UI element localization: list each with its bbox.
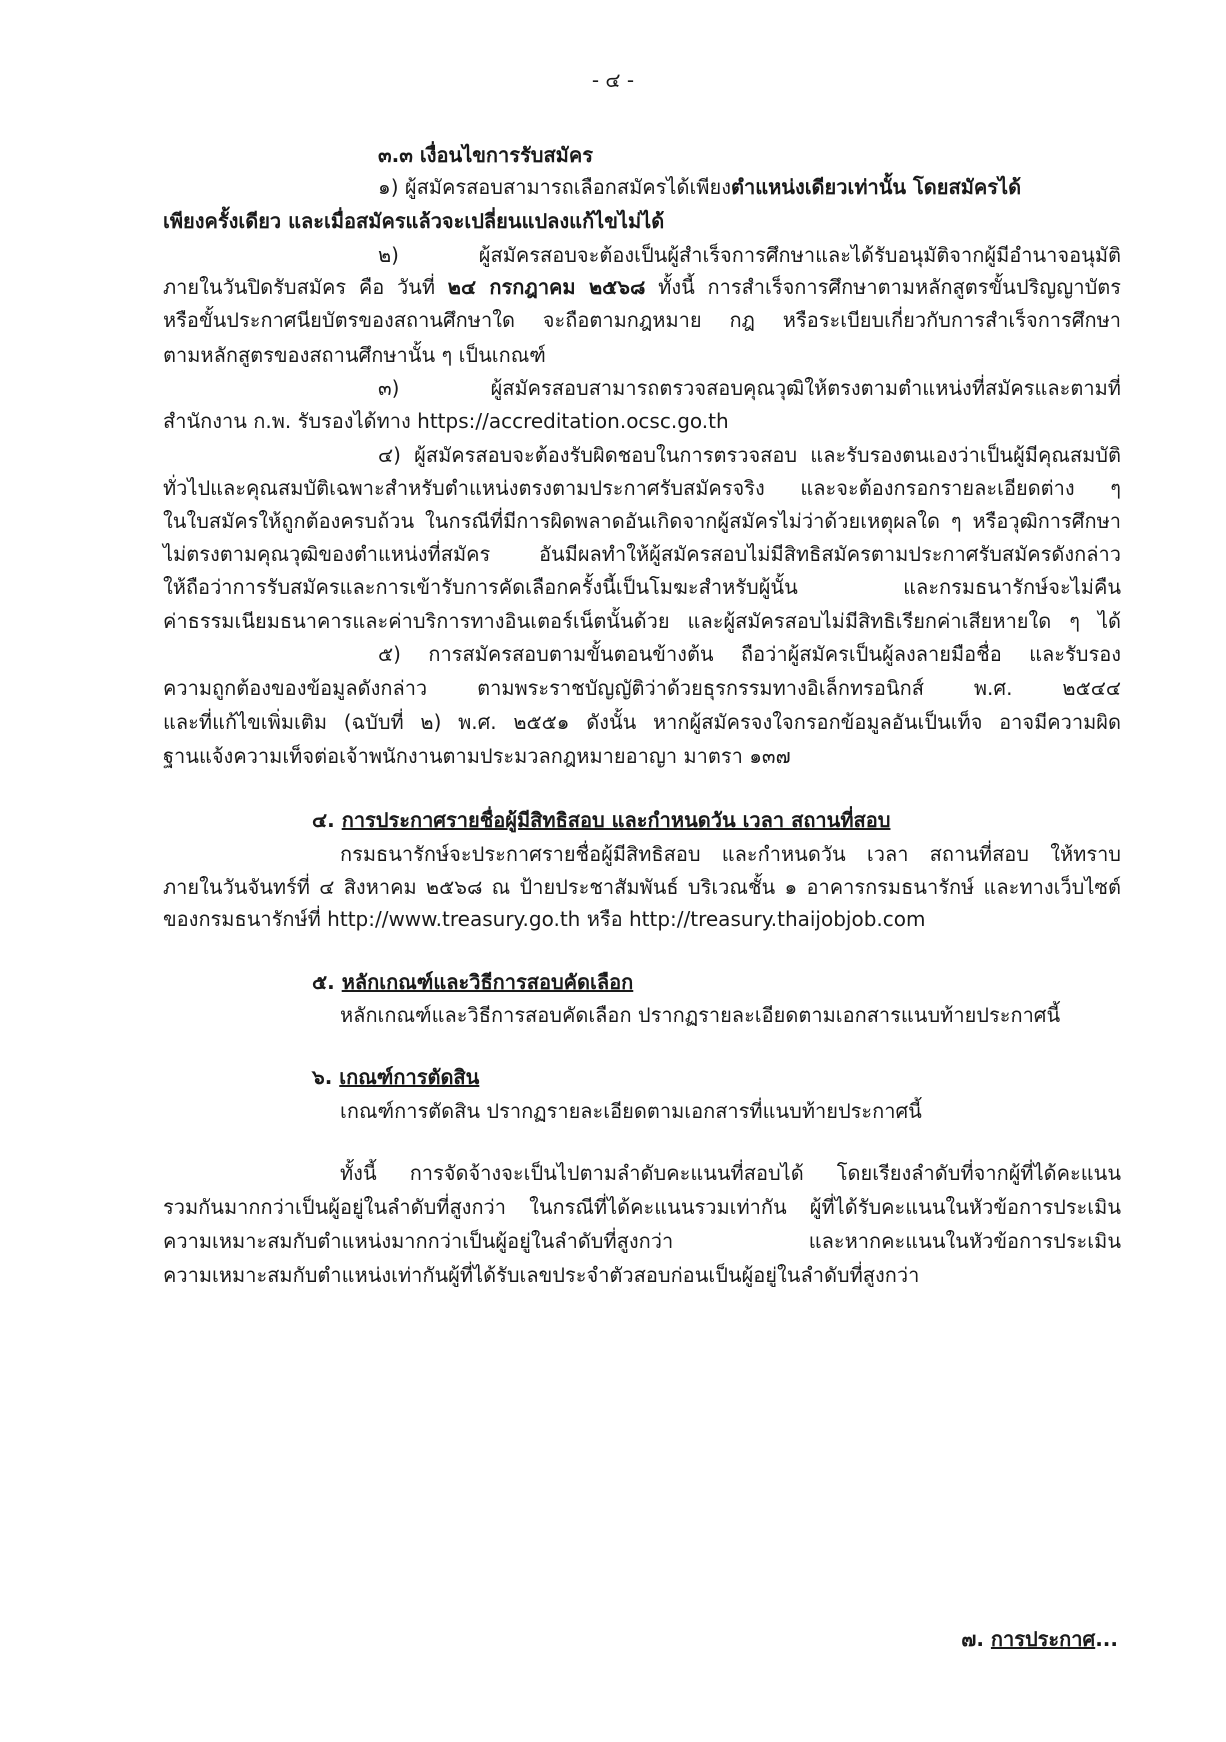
- closing-line-4: ความเหมาะสมกับตำแหน่งเท่ากันผู้ที่ได้รับเลขประจำตัวสอบก่อนเป็นผู้อยู่ในลำดับที่สูงกว่า: [163, 1263, 920, 1287]
- section-6-title: เกณฑ์การตัดสิน: [339, 1065, 480, 1089]
- section-4-number: ๔.: [312, 808, 342, 832]
- condition-1-text: ๑) ผู้สมัครสอบสามารถเลือกสมัครได้เพียง: [378, 175, 731, 199]
- closing-line-3: ความเหมาะสมกับตำแหน่งมากกว่าเป็นผู้อยู่ในลำดับที่สูงกว่า และหากคะแนนในหัวข้อการประเมิน: [163, 1229, 1121, 1253]
- condition-4-line-4: ไม่ตรงตามคุณวุฒิของตำแหน่งที่สมัคร อันมีผลทำให้ผู้สมัครสอบไม่มีสิทธิสมัครตามประกาศรับสมัครดังกล่าว: [163, 542, 1121, 566]
- section-6-number: ๖.: [312, 1065, 340, 1089]
- condition-4-line-6: ค่าธรรมเนียมธนาคารและค่าบริการทางอินเตอร์เน็ตนั้นด้วย และผู้สมัครสอบไม่มีสิทธิเรียกค่าเสียหายใด ๆ ได้: [163, 609, 1121, 633]
- section-4-line-1: กรมธนารักษ์จะประกาศรายชื่อผู้มีสิทธิสอบ และกำหนดวัน เวลา สถานที่สอบ ให้ทราบ: [340, 842, 1121, 866]
- section-5-number: ๕.: [312, 970, 342, 994]
- section-6-line-1: เกณฑ์การตัดสิน ปรากฏรายละเอียดตามเอกสารที่แนบท้ายประกาศนี้: [340, 1099, 922, 1123]
- condition-2-line-1: ๒) ผู้สมัครสอบจะต้องเป็นผู้สำเร็จการศึกษาและได้รับอนุมัติจากผู้มีอำนาจอนุมัติ: [378, 243, 1121, 267]
- section-5-heading: [312, 967, 633, 997]
- condition-4-line-3: ในใบสมัครให้ถูกต้องครบถ้วน ในกรณีที่มีการผิดพลาดอันเกิดจากผู้สมัครไม่ว่าด้วยเหตุผลใด ๆ หรือวุฒิการศึกษา: [163, 509, 1121, 533]
- condition-2-line-3: หรือขั้นประกาศนียบัตรของสถานศึกษาใด จะถือตามกฎหมาย กฎ หรือระเบียบเกี่ยวกับการสำเร็จการศึกษา: [163, 308, 1121, 332]
- footer-text: การประกาศ: [990, 1627, 1096, 1651]
- condition-4-line-2: ทั่วไปและคุณสมบัติเฉพาะสำหรับตำแหน่งตรงตามประกาศรับสมัครจริง และจะต้องกรอกรายละเอียดต่าง ๆ: [163, 476, 1121, 500]
- footer-ellipsis: ...: [1095, 1627, 1118, 1651]
- section-5-line-1: หลักเกณฑ์และวิธีการสอบคัดเลือก ปรากฏรายละเอียดตามเอกสารแนบท้ายประกาศนี้: [340, 1003, 1061, 1027]
- condition-2-text-a: ภายในวันปิดรับสมัคร คือ วันที่: [163, 275, 448, 299]
- condition-3-line-2: สำนักงาน ก.พ. รับรองได้ทาง https://accreditation.ocsc.go.th: [163, 409, 729, 433]
- condition-5-line-1: ๕) การสมัครสอบตามขั้นตอนข้างต้น ถือว่าผู้สมัครเป็นผู้ลงลายมือชื่อ และรับรอง: [378, 642, 1121, 666]
- condition-2-text-c: ทั้งนี้ การสำเร็จการศึกษาตามหลักสูตรขั้นปริญญาบัตร: [645, 275, 1122, 299]
- condition-4-line-5: ให้ถือว่าการรับสมัครและการเข้ารับการคัดเลือกครั้งนี้เป็นโมฆะสำหรับผู้นั้น และกรมธนารักษ์จะไม่คืน: [163, 575, 1121, 599]
- section-4-heading: [312, 805, 890, 835]
- condition-1-line-1: [378, 172, 1121, 202]
- section-4-line-2: ภายในวันจันทร์ที่ ๔ สิงหาคม ๒๕๖๘ ณ ป้ายประชาสัมพันธ์ บริเวณชั้น ๑ อาคารกรมธนารักษ์ และทางเว็บไซต์: [163, 875, 1121, 899]
- condition-3-line-1: ๓) ผู้สมัครสอบสามารถตรวจสอบคุณวุฒิให้ตรงตามตำแหน่งที่สมัครและตามที่: [378, 376, 1121, 400]
- condition-5-line-4: ฐานแจ้งความเท็จต่อเจ้าพนักงานตามประมวลกฎหมายอาญา มาตรา ๑๓๗: [163, 744, 791, 768]
- close-date: ๒๔ กรกฎาคม ๒๕๖๘: [447, 275, 646, 299]
- condition-2-line-4: ตามหลักสูตรของสถานศึกษานั้น ๆ เป็นเกณฑ์: [163, 343, 546, 367]
- condition-2-line-2: [163, 272, 1121, 302]
- section-4-line-3: ของกรมธนารักษ์ที่ http://www.treasury.go.th หรือ http://treasury.thaijobjob.com: [163, 907, 926, 931]
- condition-5-line-3: และที่แก้ไขเพิ่มเติม (ฉบับที่ ๒) พ.ศ. ๒๕๕๑ ดังนั้น หากผู้สมัครจงใจกรอกข้อมูลอันเป็นเท็จ อาจมีความผิด: [163, 710, 1121, 734]
- continuation-footer: [961, 1623, 1118, 1655]
- section-4-title: การประกาศรายชื่อผู้มีสิทธิสอบ และกำหนดวัน เวลา สถานที่สอบ: [341, 808, 891, 832]
- condition-4-line-1: ๔) ผู้สมัครสอบจะต้องรับผิดชอบในการตรวจสอบ และรับรองตนเองว่าเป็นผู้มีคุณสมบัติ: [378, 443, 1121, 467]
- closing-line-2: รวมกันมากกว่าเป็นผู้อยู่ในลำดับที่สูงกว่า ในกรณีที่ได้คะแนนรวมเท่ากัน ผู้ที่ได้รับคะแนนในหัวข้อการประเมิน: [163, 1195, 1121, 1219]
- section-6-heading: [312, 1062, 479, 1092]
- section-5-title: หลักเกณฑ์และวิธีการสอบคัดเลือก: [341, 970, 634, 994]
- section-3-3-heading: ๓.๓ เงื่อนไขการรับสมัคร: [378, 143, 593, 167]
- footer-number: ๗.: [961, 1627, 991, 1651]
- closing-line-1: ทั้งนี้ การจัดจ้างจะเป็นไปตามลำดับคะแนนที่สอบได้ โดยเรียงลำดับที่จากผู้ที่ได้คะแนน: [340, 1161, 1121, 1185]
- condition-1-bold-text: ตำแหน่งเดียวเท่านั้น โดยสมัครได้: [730, 175, 1022, 199]
- condition-1-line-2: เพียงครั้งเดียว และเมื่อสมัครแล้วจะเปลี่ยนแปลงแก้ไขไม่ได้: [163, 209, 665, 233]
- condition-5-line-2: ความถูกต้องของข้อมูลดังกล่าว ตามพระราชบัญญัติว่าด้วยธุรกรรมทางอิเล็กทรอนิกส์ พ.ศ. ๒๕๔๔: [163, 676, 1121, 700]
- page-number: - ๔ -: [591, 68, 635, 92]
